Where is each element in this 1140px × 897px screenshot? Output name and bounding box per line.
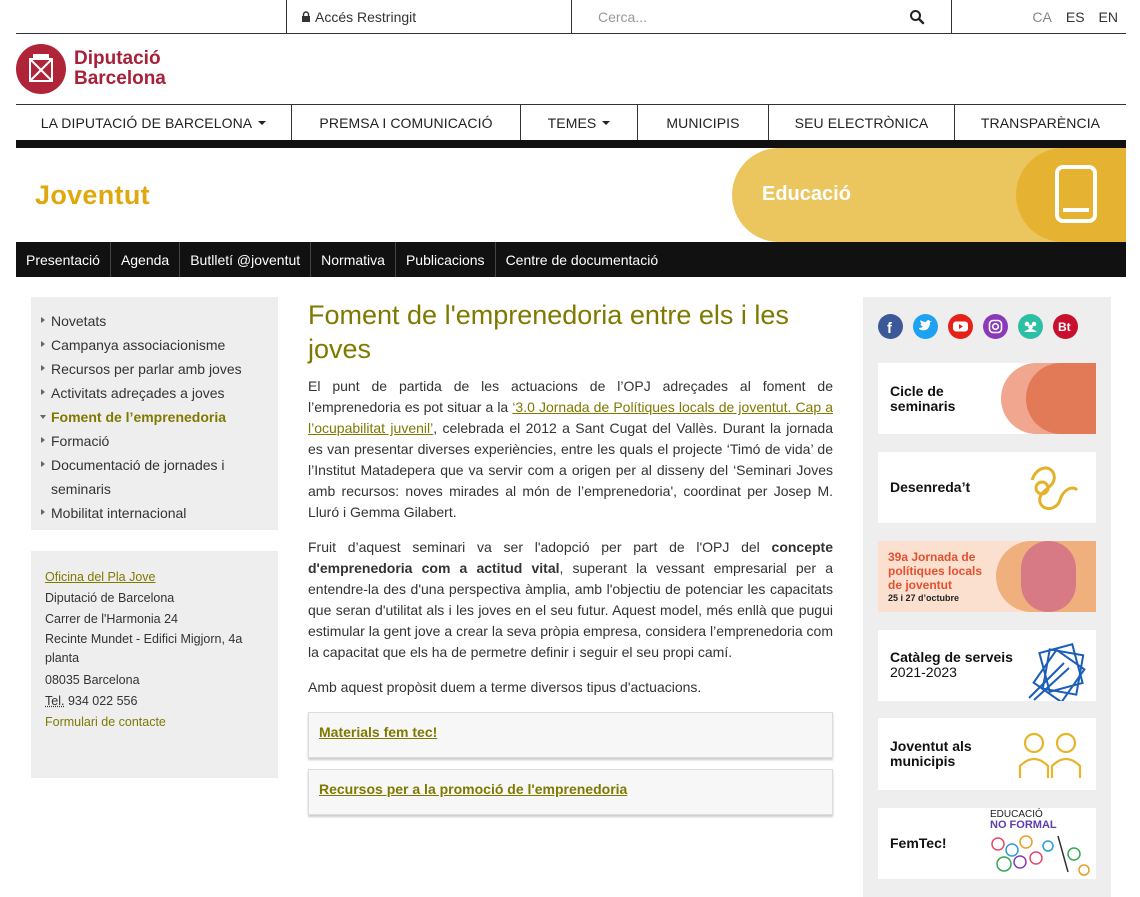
community-icon[interactable] [1018, 314, 1043, 339]
contact-street: Carrer de l'Harmonia 24 [45, 612, 178, 626]
restricted-access-label: Accés Restringit [315, 8, 417, 25]
nav-label: LA DIPUTACIÓ DE BARCELONA [40, 114, 253, 131]
chevron-right-icon [41, 461, 45, 467]
sidebar-item-label: Campanya associacionisme [51, 337, 226, 353]
promo-femtec[interactable] [878, 808, 1096, 879]
chevron-right-icon [41, 317, 45, 323]
accordion-materials[interactable] [308, 712, 833, 758]
nav-diputacio[interactable] [16, 105, 291, 140]
bt-icon[interactable] [1053, 314, 1078, 339]
sidebar-menu [31, 297, 278, 530]
right-sidebar [863, 297, 1111, 897]
sidebar-item-label: Mobilitat internacional [51, 505, 187, 521]
nav-seu-electronica[interactable] [768, 105, 954, 140]
utility-bar [16, 0, 1126, 34]
nav-municipis[interactable] [637, 105, 768, 140]
promo-text: Desenreda’t [890, 479, 971, 495]
accordion-title: Recursos per a la promoció de l'emprenedoria [319, 781, 628, 797]
lang-en[interactable]: EN [1098, 8, 1118, 25]
youtube-icon[interactable] [948, 314, 973, 339]
accordion-recursos[interactable] [308, 769, 833, 815]
caret-down-icon [602, 121, 610, 125]
sidebar-item-mobilitat[interactable] [43, 501, 278, 525]
paragraph-1 [308, 376, 833, 523]
p2-text-a: Fruit d’aquest seminari va ser l'adopció per part de l'OPJ del [308, 539, 772, 555]
language-switcher [951, 0, 1126, 33]
jornada-link[interactable]: ‘3.0 Jornada de Polítiques locals de joventut. Cap a l’ocupabilitat juvenil’ [308, 399, 833, 436]
sidebar-item-activitats[interactable] [43, 381, 278, 405]
tangle-icon [1022, 460, 1082, 516]
subnav-centre-documentacio[interactable]: Centre de documentació [505, 251, 659, 268]
search-input[interactable] [572, 2, 892, 32]
nav-label: PREMSA I COMUNICACIÓ [319, 114, 493, 131]
sidebar-item-documentacio[interactable] [43, 453, 243, 501]
promo-cicle-seminaris[interactable] [878, 363, 1096, 434]
caret-down-icon [258, 121, 266, 125]
sidebar-item-label: Activitats adreçades a joves [51, 385, 225, 401]
section-navigation [16, 242, 1126, 277]
promo-text: FemTec! [890, 835, 947, 851]
promo-cataleg-serveis[interactable] [878, 630, 1096, 701]
promo-39a-jornada[interactable] [878, 541, 1096, 612]
promo-text: Joventut als municipis [890, 738, 972, 769]
lang-es[interactable]: ES [1065, 8, 1085, 25]
doodles-icon [988, 832, 1094, 878]
site-logo[interactable] [16, 44, 166, 94]
promo-tag-line-2: NO FORMAL [990, 819, 1057, 831]
p2-text-b: , superant la vessant empresarial per a entendre-la des d'una perspectiva àmplia, amb l'objectiu de potenciar les capacitats que seran d'utilitat als i les joves en el seu futur. Aquest model, més enllà que pugui estimular la gent jove a crear la seva pròpia empresa, considera l’emprenedoria com la capacitat que els ha de permetre definir i seguir el seu propi camí. [308, 560, 833, 660]
p2-bold: concepte d'emprenedoria com a actitud vital [308, 539, 833, 576]
main-navigation [16, 104, 1126, 140]
logo-line-2: Barcelona [74, 68, 166, 89]
sidebar-item-label: Novetats [51, 313, 107, 329]
chevron-right-icon [41, 437, 45, 443]
paragraph-3: Amb aquest propòsit duem a terme diversos tipus d'actuacions. [308, 679, 702, 695]
section-title[interactable]: Joventut [35, 180, 150, 210]
logo-line-1: Diputació [74, 48, 161, 69]
banner-category: Educació [762, 183, 851, 205]
section-banner [16, 148, 1126, 242]
promo-joventut-municipis[interactable] [878, 718, 1096, 790]
twitter-icon[interactable] [913, 314, 938, 339]
logo-text [74, 49, 166, 89]
chevron-right-icon [41, 365, 45, 371]
catalog-icon [1024, 638, 1092, 701]
tel-number[interactable]: 934 022 556 [67, 694, 138, 708]
chevron-right-icon [41, 341, 45, 347]
search-icon[interactable] [909, 9, 925, 25]
chevron-right-icon [41, 509, 45, 515]
main-content [308, 298, 833, 826]
chevron-down-icon [40, 415, 46, 419]
subnav-butlleti[interactable]: Butlletí @joventut [180, 242, 311, 277]
search-box [571, 0, 951, 33]
sidebar-item-label: Recursos per parlar amb joves [51, 361, 242, 377]
promo-desenredat[interactable] [878, 452, 1096, 523]
facebook-icon[interactable] [878, 314, 903, 339]
contact-building: Recinte Mundet - Edifici Migjorn, 4a planta [45, 632, 243, 665]
social-links [878, 314, 1078, 339]
nav-transparencia[interactable] [954, 105, 1126, 140]
sidebar-item-foment[interactable] [43, 405, 278, 429]
subnav-publicacions[interactable]: Publicacions [396, 242, 496, 277]
nav-label: TRANSPARÈNCIA [980, 114, 1101, 131]
chevron-right-icon [41, 389, 45, 395]
sidebar-item-formacio[interactable] [43, 429, 278, 453]
contact-form-link[interactable]: Formulari de contacte [45, 715, 166, 729]
office-link[interactable]: Oficina del Pla Jove [45, 570, 156, 584]
lock-icon [301, 11, 311, 22]
sidebar-item-campanya[interactable] [43, 333, 278, 357]
nav-label: SEU ELECTRÒNICA [794, 114, 929, 131]
contact-phone-row [45, 691, 264, 712]
tel-label: Tel. [45, 694, 65, 708]
subnav-normativa[interactable]: Normativa [311, 242, 396, 277]
sidebar-item-label: Documentació de jornades i seminaris [51, 457, 225, 497]
nav-divider [16, 140, 1126, 148]
logo-emblem-icon [16, 44, 66, 94]
promo-text: Cicle de seminaris [890, 383, 956, 414]
sidebar-item-recursos[interactable] [43, 357, 278, 381]
paragraph-2 [308, 537, 833, 663]
nav-label: MUNICIPIS [666, 114, 740, 131]
accordion-title: Materials fem tec! [319, 724, 438, 740]
sidebar-item-label: Foment de l’emprenedoria [51, 409, 227, 425]
sidebar-item-novetats[interactable] [43, 309, 278, 333]
p1-text-a: El punt de partida de les actuacions de l’OPJ adreçades al foment de l’emprenedoria es pot situar a la [308, 378, 833, 415]
contact-city: 08035 Barcelona [45, 673, 140, 687]
utility-spacer [16, 0, 286, 33]
book-icon [1054, 164, 1098, 224]
sidebar-item-label: Formació [51, 433, 110, 449]
page-title: Foment de l'emprenedoria entre els i les joves [308, 300, 789, 364]
contact-box [31, 551, 278, 778]
nav-premsa[interactable] [291, 105, 520, 140]
svg-text:f: f [887, 320, 892, 337]
instagram-icon[interactable] [983, 314, 1008, 339]
promo-image-accent [1021, 541, 1076, 612]
people-icon [1016, 728, 1086, 780]
bt-icon-text: Bt [1058, 320, 1071, 334]
subnav-agenda[interactable]: Agenda [111, 242, 180, 277]
contact-org: Diputació de Barcelona [45, 591, 175, 605]
promo-image-accent [1026, 363, 1096, 434]
restricted-access-link[interactable] [286, 0, 571, 33]
promo-text: Catàleg de serveis 2021-2023 [890, 649, 1013, 680]
p1-text-b: , celebrada el 2012 a Sant Cugat del Vallès. Durant la jornada es van presentar diverses experiències, entre les quals el projecte ‘Timó de vida’ de l’Institut Matadepera que va servir com a origen per al disseny del ‘Seminari Joves amb recursos: noves mirades al món de l’emprenedoria', coordinat per Josep M. Lluró i Gemma Gilabert. [308, 420, 833, 520]
promo-text: 39a Jornada de polítiques locals de joventut 25 i 27 d’octubre [888, 550, 983, 603]
subnav-presentacio[interactable]: Presentació [16, 242, 111, 277]
promo-tag-line-1: EDUCACIÓ [990, 809, 1043, 820]
nav-label: TEMES [547, 114, 597, 131]
lang-ca[interactable]: CA [1032, 8, 1052, 25]
nav-temes[interactable] [520, 105, 637, 140]
